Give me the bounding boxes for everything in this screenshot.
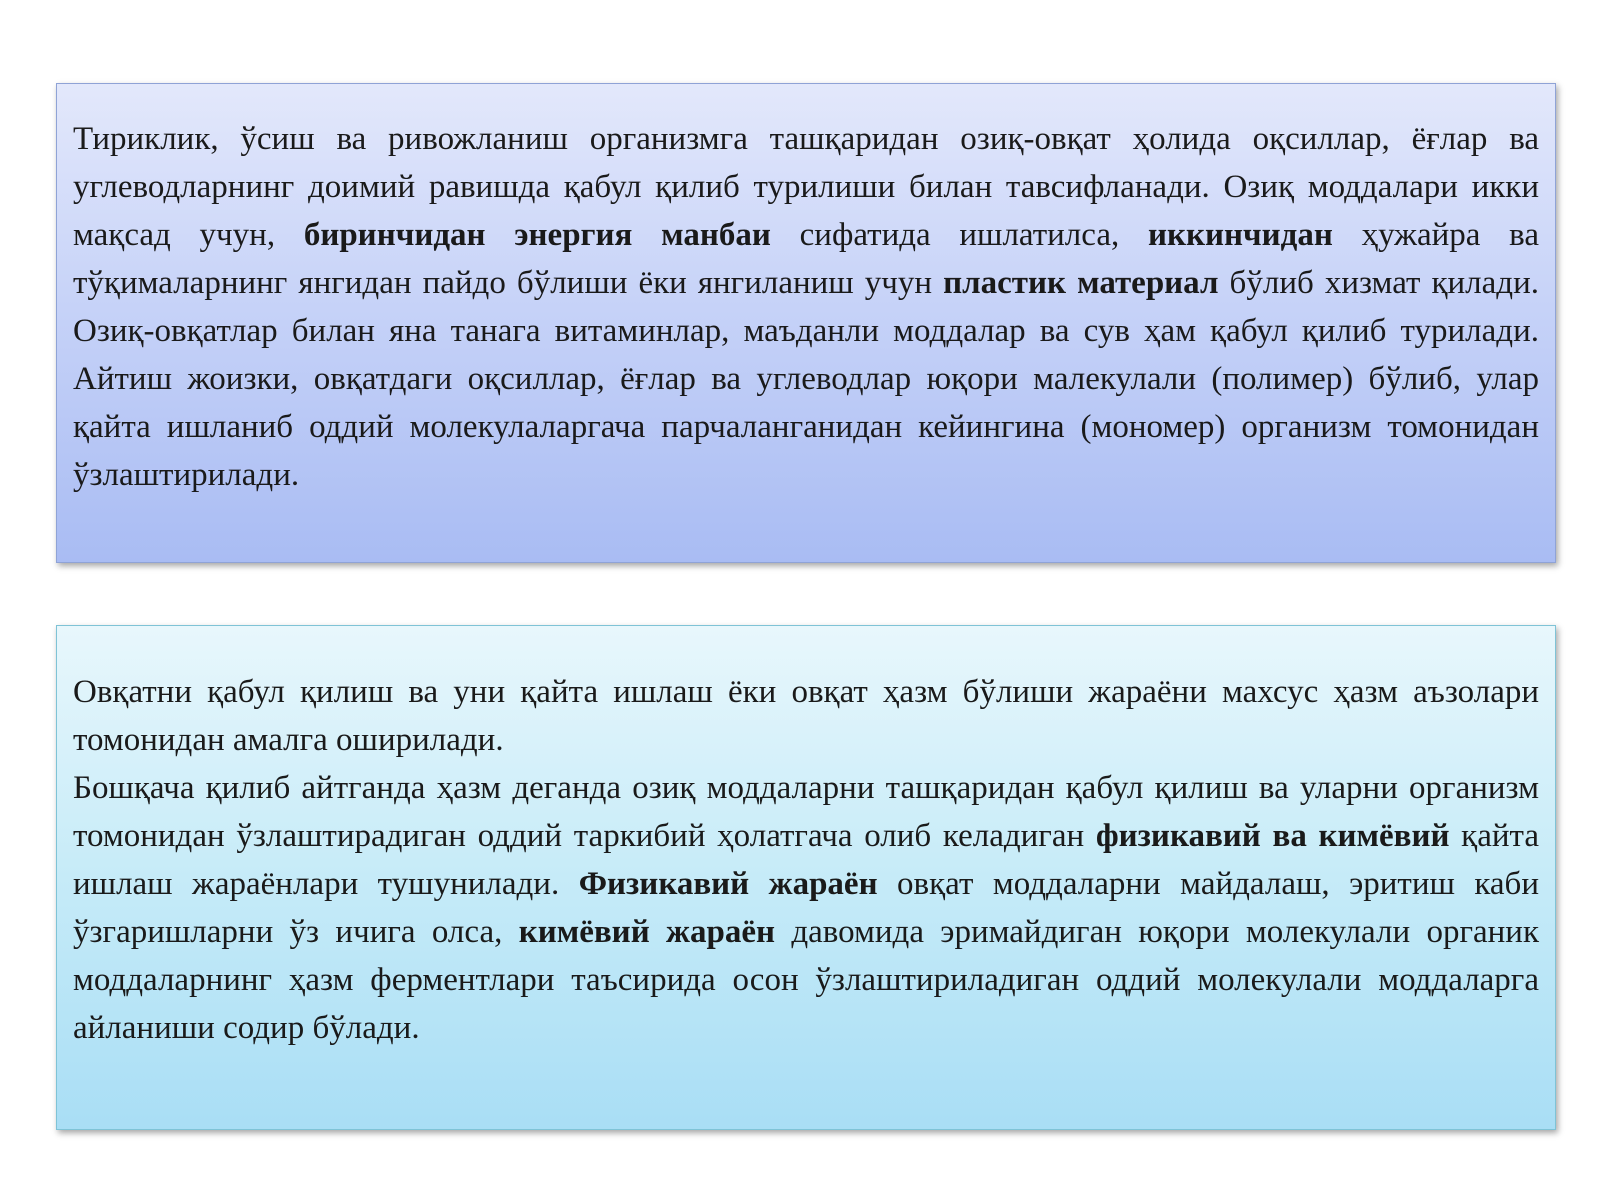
paragraph-digestion-detail [73,764,1539,1052]
paragraph-digestion-intro [73,668,1539,764]
bold-term-physical-process: Физикавий жараён [578,866,878,902]
text-span: ҳужайра ва тўқималарнинг янгидан пайдо бўлиши ёки янгиланиш учун [73,217,1539,301]
text-span: давомида эримайдиган юқори молекулали органик моддаларнинг ҳазм ферментлари таъсирида осон ўзлаштириладиган оддий молекулали моддаларга айланиши содир бўлади. [73,914,1539,1046]
text-span: Тириклик, ўсиш ва ривожланиш организмга ташқаридан озиқ-овқат ҳолида оқсиллар, ёғлар ва углеводларнинг доимий равишда қабул қилиб турилиши билан тавсифланади. Озиқ моддалари икки мақсад учун, [73,121,1539,253]
text-span: Овқатни қабул қилиш ва уни қайта ишлаш ёки овқат ҳазм бўлиши жараёни махсус ҳазм аъзолари томонидан амалга оширилади. [73,674,1539,758]
bold-term-plastic-material: пластик материал [943,265,1219,301]
text-span: овқат моддаларни майдалаш, эритиш каби ўзгаришларни ўз ичига олса, [73,866,1540,950]
text-span: қайта ишлаш жараёнлари тушунилади. [73,818,1539,902]
paragraph-nutrition [73,115,1539,499]
bold-term-secondly: иккинчидан [1147,217,1333,253]
text-span: бўлиб хизмат қилади. Озиқ-овқатлар билан яна танага витаминлар, маъданли моддалар ва сув ҳам қабул қилиб турилади. Айтиш жоизки, овқатдаги оқсиллар, ёғлар ва углеводлар юқори малекулали (полимер) бўлиб, улар қайта ишланиб оддий молекулаларгача парчаланганидан кейингина (мономер) организм томонидан ўзлаштирилади. [73,265,1539,493]
text-span: сифатида ишлатилса, [770,217,1148,253]
bold-term-physical-chemical: физикавий ва кимёвий [1095,818,1450,854]
text-box-nutrition [56,83,1556,563]
bold-term-energy-source: биринчидан энергия манбаи [303,217,771,253]
bold-term-chemical-process: кимёвий жараён [518,914,775,950]
text-span: Бошқача қилиб айтганда ҳазм деганда озиқ моддаларни ташқаридан қабул қилиш ва уларни организм томонидан ўзлаштирадиган оддий таркибий ҳолатгача олиб келадиган [73,770,1539,854]
text-box-digestion [56,625,1556,1130]
